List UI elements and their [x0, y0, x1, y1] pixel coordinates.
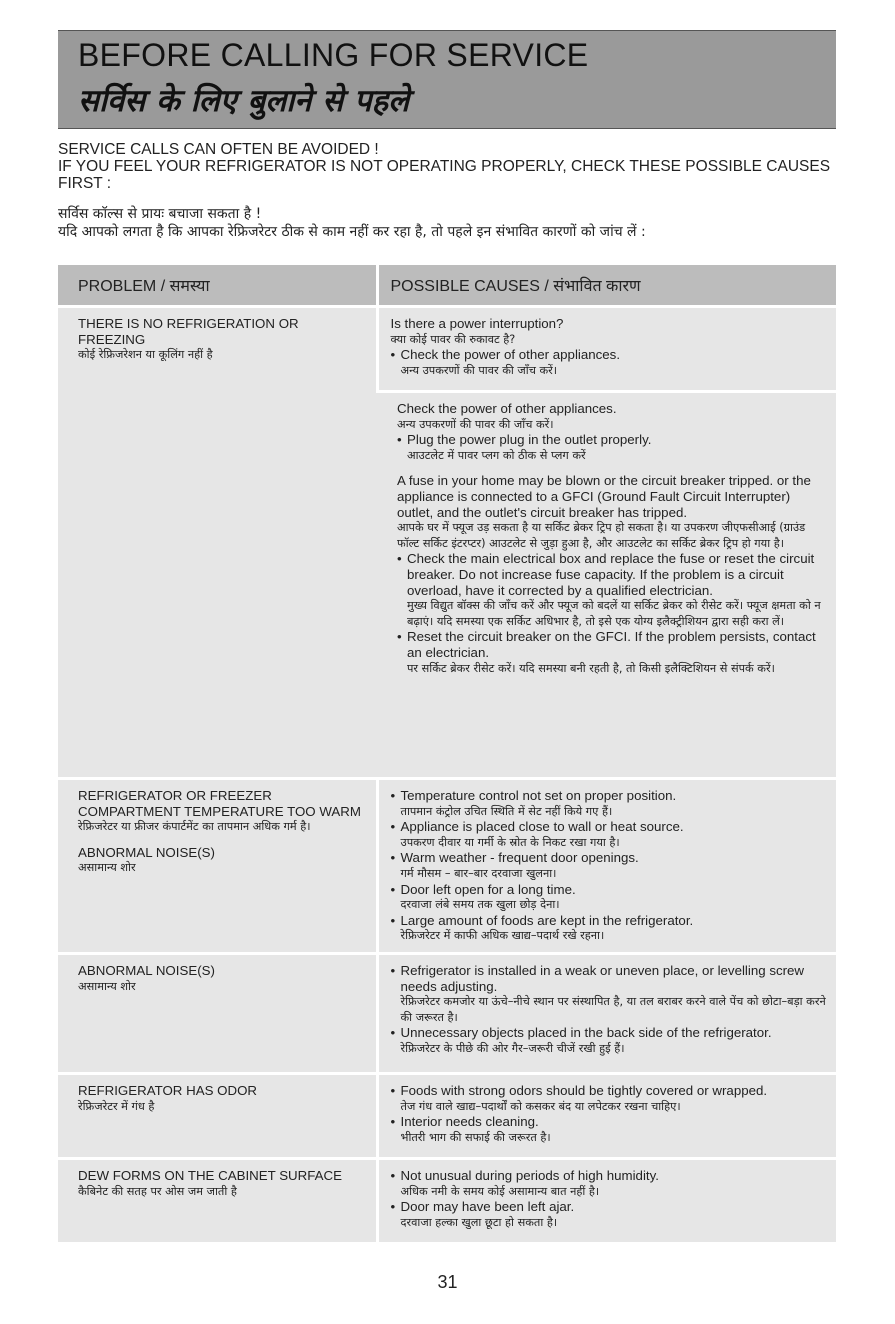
cause-bullet-hindi: अन्य उपकरणों की पावर की जाँच करें। [400, 363, 558, 377]
cause-bullet-hindi: उपकरण दीवार या गर्मी के स्रोत के निकट रखा गया है। [400, 835, 620, 849]
cause-text: Check the power of other appliances. [397, 401, 617, 416]
problem-cell [58, 307, 377, 779]
table-row [58, 779, 836, 954]
table-row [58, 307, 836, 392]
cause-bullet-hindi: आउटलेट में पावर प्लग को ठीक से प्लग करें [407, 448, 586, 462]
problem-text: REFRIGERATOR OR FREEZER COMPARTMENT TEMPERATURE TOO WARM [78, 788, 361, 819]
cause-text: A fuse in your home may be blown or the circuit breaker tripped. or the appliance is connected to a GFCI (Ground Fault Circuit Interrupter) outlet, and the outlet's circuit breaker has tripped. [397, 473, 811, 520]
causes-cell [377, 1158, 836, 1242]
cause-bullet: • Foods with strong odors should be tightly covered or wrapped. [391, 1083, 831, 1099]
problem-cell [58, 779, 377, 954]
problem-cell [58, 1158, 377, 1242]
cause-bullet: • Warm weather - frequent door openings. [391, 850, 831, 866]
cause-bullet: • Large amount of foods are kept in the refrigerator. [391, 913, 831, 929]
cause-bullet-hindi: गर्म मौसम – बार–बार दरवाजा खुलना। [400, 866, 557, 880]
cause-bullet-hindi: मुख्य विद्युत बॉक्स की जाँच करें और फ्यूज को बदलें या सर्किट ब्रेकर को रीसेट करें। फ्यूज क्षमता को न बढ़ाएं। यदि समस्या एक सर्किट अधिभार है, तो इसे एक योग्य इलैक्ट्रीशियन द्वारा सही करा लें। [407, 599, 821, 628]
problem-text: THERE IS NO REFRIGERATION OR FREEZING [78, 316, 299, 347]
cause-bullet-hindi: दरवाजा हल्का खुला छूटा हो सकता है। [400, 1215, 558, 1229]
causes-cell [377, 953, 836, 1073]
table-row [58, 1073, 836, 1158]
problem-text-hindi: रेफ्रिजरेटर में गंध है [78, 1099, 155, 1113]
cause-bullet-hindi: रेफ्रिजरेटर के पीछे की ओर गैर–जरूरी चीजें रखी हुई हैं। [400, 1041, 625, 1055]
intro-text [58, 141, 848, 241]
problem-text-hindi: कैबिनेट की सतह पर ओस जम जाती है [78, 1184, 237, 1198]
intro-line-1: SERVICE CALLS CAN OFTEN BE AVOIDED ! [58, 141, 379, 158]
table-header-row [58, 265, 836, 307]
intro-line-1-hindi: सर्विस कॉल्स से प्रायः बचाजा सकता है ! [58, 206, 262, 222]
cause-text-hindi: अन्य उपकरणों की पावर की जाँच करें। [397, 417, 554, 431]
intro-line-2: IF YOU FEEL YOUR REFRIGERATOR IS NOT OPERATING PROPERLY, CHECK THESE POSSIBLE CAUSES FIRST : [58, 158, 831, 192]
intro-line-2-hindi: यदि आपको लगता है कि आपका रेफ्रिजरेटर ठीक से काम नहीं कर रहा है, तो पहले इन संभावित कारणों को जांच लें : [58, 224, 646, 240]
page-header [58, 30, 836, 129]
causes-cell [377, 392, 836, 779]
causes-cell [377, 307, 836, 392]
cause-bullet-hindi: रेफ्रिजरेटर में काफी अधिक खाद्य–पदार्थ रखे रहना। [400, 929, 605, 943]
problem-text: ABNORMAL NOISE(S) [78, 844, 215, 860]
problem-text-hindi: रेफ्रिजरेटर या फ्रीजर कंपार्टमेंट का तापमान अधिक गर्म है। [78, 820, 311, 834]
cause-bullet-hindi: अधिक नमी के समय कोई असामान्य बात नहीं है। [400, 1184, 600, 1198]
cause-bullet: • Door left open for a long time. [391, 882, 831, 898]
page-title-hindi: सर्विस के लिए बुलाने से पहले [78, 83, 410, 119]
cause-bullet-hindi: तेज गंध वाले खाद्य–पदार्थों को कसकर बंद या लपेटकर रखना चाहिए। [400, 1099, 681, 1113]
problem-cell [58, 953, 377, 1073]
problem-text-hindi: असामान्य शोर [78, 979, 136, 993]
cause-bullet-hindi: तापमान कंट्रोल उचित स्थिति में सेट नहीं किये गए हैं। [400, 804, 613, 818]
cause-bullet-hindi: भीतरी भाग की सफाई की जरूरत है। [400, 1130, 551, 1144]
cause-text: Is there a power interruption? [390, 316, 564, 331]
causes-cell [377, 1073, 836, 1158]
troubleshooting-table [58, 265, 836, 1242]
problem-text: ABNORMAL NOISE(S) [78, 962, 215, 978]
cause-bullet-hindi: पर सर्किट ब्रेकर रीसेट करें। यदि समस्या बनी रहती है, तो किसी इलैक्टिशियन से संपर्क करें। [407, 661, 775, 675]
cause-bullet-hindi: दरवाजा लंबे समय तक खुला छोड़ देना। [400, 898, 560, 912]
cause-bullet: • Check the power of other appliances. [391, 347, 831, 363]
page-number: 31 [437, 1272, 458, 1292]
cause-bullet-hindi: रेफ्रिजरेटर कमजोर या ऊंचे–नीचे स्थान पर संस्थापित है, या तल बराबर करने वाले पेंच को छोटा–बड़ा करने की जरूरत है। [400, 995, 826, 1024]
problem-text: REFRIGERATOR HAS ODOR [78, 1082, 258, 1098]
problem-text: DEW FORMS ON THE CABINET SURFACE [78, 1167, 342, 1183]
table-row [58, 953, 836, 1073]
cause-text-hindi: आपके घर में फ्यूज उड़ सकता है या सर्किट ब्रेकर ट्रिप हो सकता है। या उपकरण जीएफसीआई (ग्राउंड फॉल्ट सर्किट इंटरप्टर) आउटलेट से जुड़ा हुआ है, और आउटलेट का सर्किट ब्रेकर ट्रिप हो गया है। [397, 521, 806, 550]
column-header-causes: POSSIBLE CAUSES / संभावित कारण [377, 265, 836, 307]
cause-bullet: • Plug the power plug in the outlet properly. [397, 432, 826, 448]
page-title: BEFORE CALLING FOR SERVICE [78, 37, 589, 73]
cause-bullet: • Not unusual during periods of high humidity. [391, 1168, 831, 1184]
cause-bullet: • Refrigerator is installed in a weak or uneven place, or levelling screw needs adjusting. [391, 963, 831, 994]
problem-text-hindi: कोई रेफ्रिजरेशन या कूलिंग नहीं है [78, 348, 213, 362]
problem-text-hindi: असामान्य शोर [78, 861, 136, 875]
cause-bullet: • Reset the circuit breaker on the GFCI. If the problem persists, contact an electrician. [397, 629, 826, 660]
table-row [58, 1158, 836, 1242]
column-header-problem: PROBLEM / समस्या [58, 265, 377, 307]
cause-bullet: • Temperature control not set on proper position. [391, 788, 831, 804]
cause-bullet: • Check the main electrical box and replace the fuse or reset the circuit breaker. Do not increase fuse capacity. If the problem is a circuit overload, have it corrected by a qualified electrician. [397, 551, 826, 598]
cause-bullet: • Door may have been left ajar. [391, 1199, 831, 1215]
cause-text-hindi: क्या कोई पावर की रुकावट है? [390, 332, 516, 346]
problem-cell [58, 1073, 377, 1158]
cause-bullet: • Interior needs cleaning. [391, 1114, 831, 1130]
cause-bullet: • Unnecessary objects placed in the back side of the refrigerator. [391, 1025, 831, 1041]
cause-bullet: • Appliance is placed close to wall or heat source. [391, 819, 831, 835]
causes-cell [377, 779, 836, 954]
